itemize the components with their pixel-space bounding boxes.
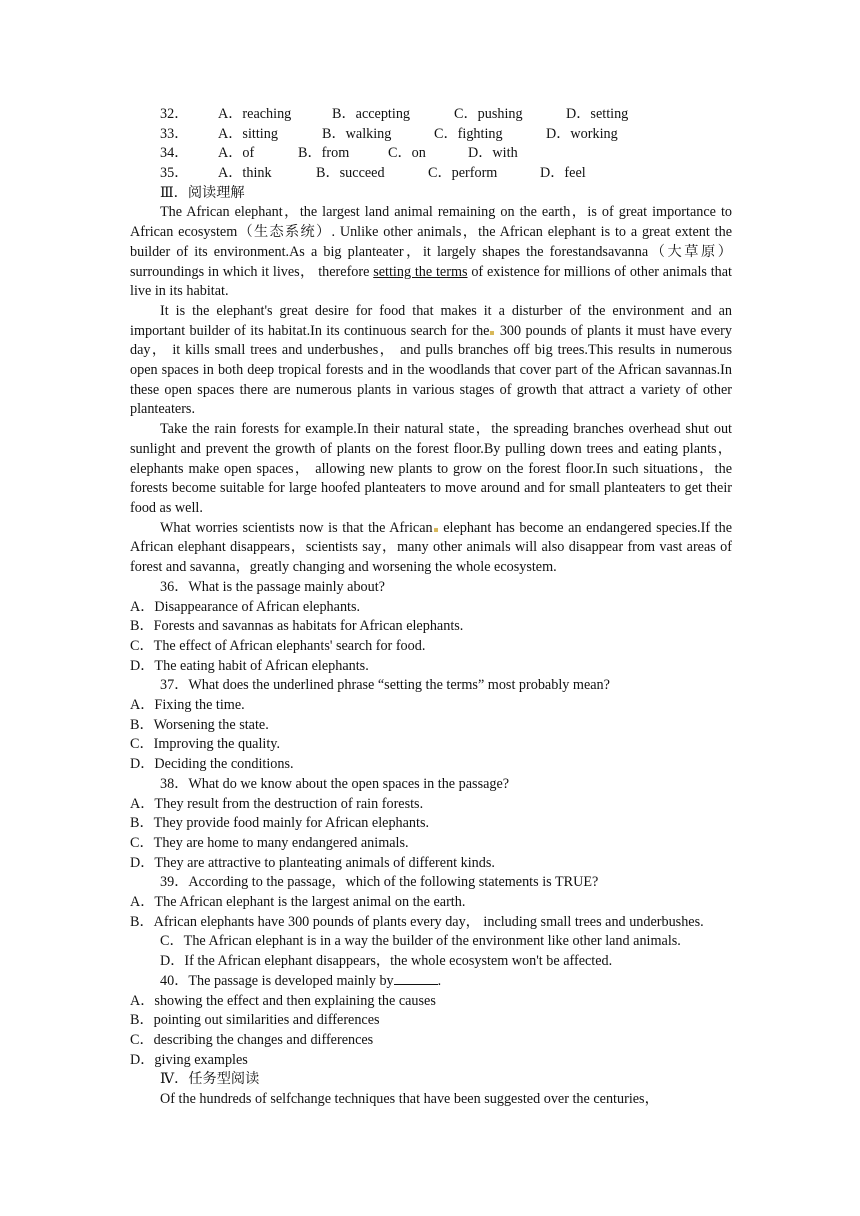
question-38-option-c: C．They are home to many endangered animals.	[130, 834, 409, 851]
question-40-option-c: C．describing the changes and differences	[130, 1031, 374, 1048]
option-d: D．with	[468, 145, 518, 162]
question-number: 32．	[160, 106, 189, 122]
option-a: A．think	[218, 165, 272, 182]
question-40-option-a: A．showing the effect and then explaining the causes	[130, 992, 436, 1009]
option-b: B．from	[298, 145, 350, 162]
question-37-option-b: B．Worsening the state.	[130, 716, 269, 733]
question-37-stem: 37．What does the underlined phrase “setting the terms” most probably mean?	[160, 677, 610, 694]
stray-mark	[490, 331, 494, 335]
passage-paragraph-2: It is the elephant's great desire for food that makes it a disturber of the environment and an important builder of its habitat.In its continuous search for the 300 pounds of plants it must have every day， it kills small trees and underbushes， and pulls branches off big trees.This results in numerous open spaces in both deep tropical forests and in the woodlands that cover part of the African savannas.In these open spaces there are numerous plants in various stages of growth that attract a variety of other planteaters.	[130, 302, 732, 418]
option-d: D．working	[546, 125, 618, 142]
question-39-option-b: B．African elephants have 300 pounds of plants every day， including small trees and underbushes.	[130, 913, 704, 930]
underlined-phrase: setting the terms	[373, 263, 468, 280]
question-40-stem: 40．The passage is developed mainly by .	[160, 972, 442, 989]
answer-blank	[394, 972, 438, 985]
option-d: D．feel	[540, 165, 586, 182]
option-b: B．accepting	[332, 106, 411, 122]
option-c: C．on	[388, 145, 426, 162]
question-37-option-d: D．Deciding the conditions.	[130, 756, 294, 773]
section-heading-task-reading: Ⅳ．任务型阅读	[160, 1071, 260, 1088]
question-40-option-b: B．pointing out similarities and differences	[130, 1012, 380, 1029]
option-a: A．reaching	[218, 106, 292, 122]
option-a: A．sitting	[218, 125, 278, 142]
question-40-option-d: D．giving examples	[130, 1051, 248, 1068]
option-c: C．fighting	[434, 125, 503, 142]
option-d: D．setting	[566, 106, 629, 122]
question-36-option-c: C．The effect of African elephants' search for food.	[130, 637, 426, 654]
question-38-option-b: B．They provide food mainly for African elephants.	[130, 815, 430, 832]
question-number: 34．	[160, 145, 189, 162]
option-a: A．of	[218, 145, 255, 162]
question-32-row	[130, 105, 732, 125]
passage-paragraph-1: The African elephant，the largest land animal remaining on the earth，is of great importance to African ecosystem（生态系统）. Unlike other animals，the African elephant is to a great extent the builder of its environment.As a big planteater，it largely shapes the forestandsavanna（大草原）surroundings in which it lives， therefore setting the terms of existence for millions of other animals that live in its habitat.	[130, 204, 732, 300]
passage-paragraph-4: What worries scientists now is that the African elephant has become an endangered species.If the African elephant disappears，scientists say，many other animals will also disappear from vast areas of forest and savanna，greatly changing and worsening the whole ecosystem.	[130, 519, 732, 576]
question-36-option-d: D．The eating habit of African elephants.	[130, 657, 369, 674]
question-39-stem: 39．According to the passage，which of the following statements is TRUE?	[160, 874, 599, 891]
question-36-option-a: A．Disappearance of African elephants.	[130, 598, 361, 615]
question-39-option-d: D．If the African elephant disappears，the whole ecosystem won't be affected.	[160, 953, 613, 970]
stray-mark	[434, 528, 438, 532]
question-37-option-c: C．Improving the quality.	[130, 736, 281, 753]
task-reading-first-line: Of the hundreds of selfchange techniques that have been suggested over the centuries，	[160, 1091, 659, 1108]
question-number: 33．	[160, 125, 189, 142]
question-38-option-a: A．They result from the destruction of rain forests.	[130, 795, 424, 812]
option-c: C．pushing	[454, 106, 523, 122]
question-39-option-a: A．The African elephant is the largest animal on the earth.	[130, 894, 466, 911]
question-36-option-b: B．Forests and savannas as habitats for African elephants.	[130, 618, 464, 635]
option-c: C．perform	[428, 165, 498, 182]
question-number: 35．	[160, 165, 189, 182]
content-column	[130, 105, 732, 1110]
section-heading-reading: Ⅲ．阅读理解	[160, 184, 245, 201]
question-38-stem: 38．What do we know about the open spaces in the passage?	[160, 775, 510, 792]
question-39-option-c: C．The African elephant is in a way the builder of the environment like other land animals.	[160, 933, 681, 950]
question-35-row	[130, 164, 732, 184]
question-36-stem: 36．What is the passage mainly about?	[160, 578, 385, 595]
question-34-row	[130, 144, 732, 164]
question-38-option-d: D．They are attractive to planteating animals of different kinds.	[130, 854, 495, 871]
option-b: B．succeed	[316, 165, 385, 182]
question-33-row	[130, 125, 732, 145]
passage-paragraph-3: Take the rain forests for example.In their natural state，the spreading branches overhead shut out sunlight and prevent the growth of plants on the forest floor.By pulling down trees and eating plants， elephants make open spaces， allowing new plants to grow on the forest floor.In such situations，the forests become suitable for large hoofed planteaters to move around and for small planteaters to get their food as well.	[130, 421, 732, 516]
option-b: B．walking	[322, 125, 392, 142]
question-37-option-a: A．Fixing the time.	[130, 697, 245, 714]
